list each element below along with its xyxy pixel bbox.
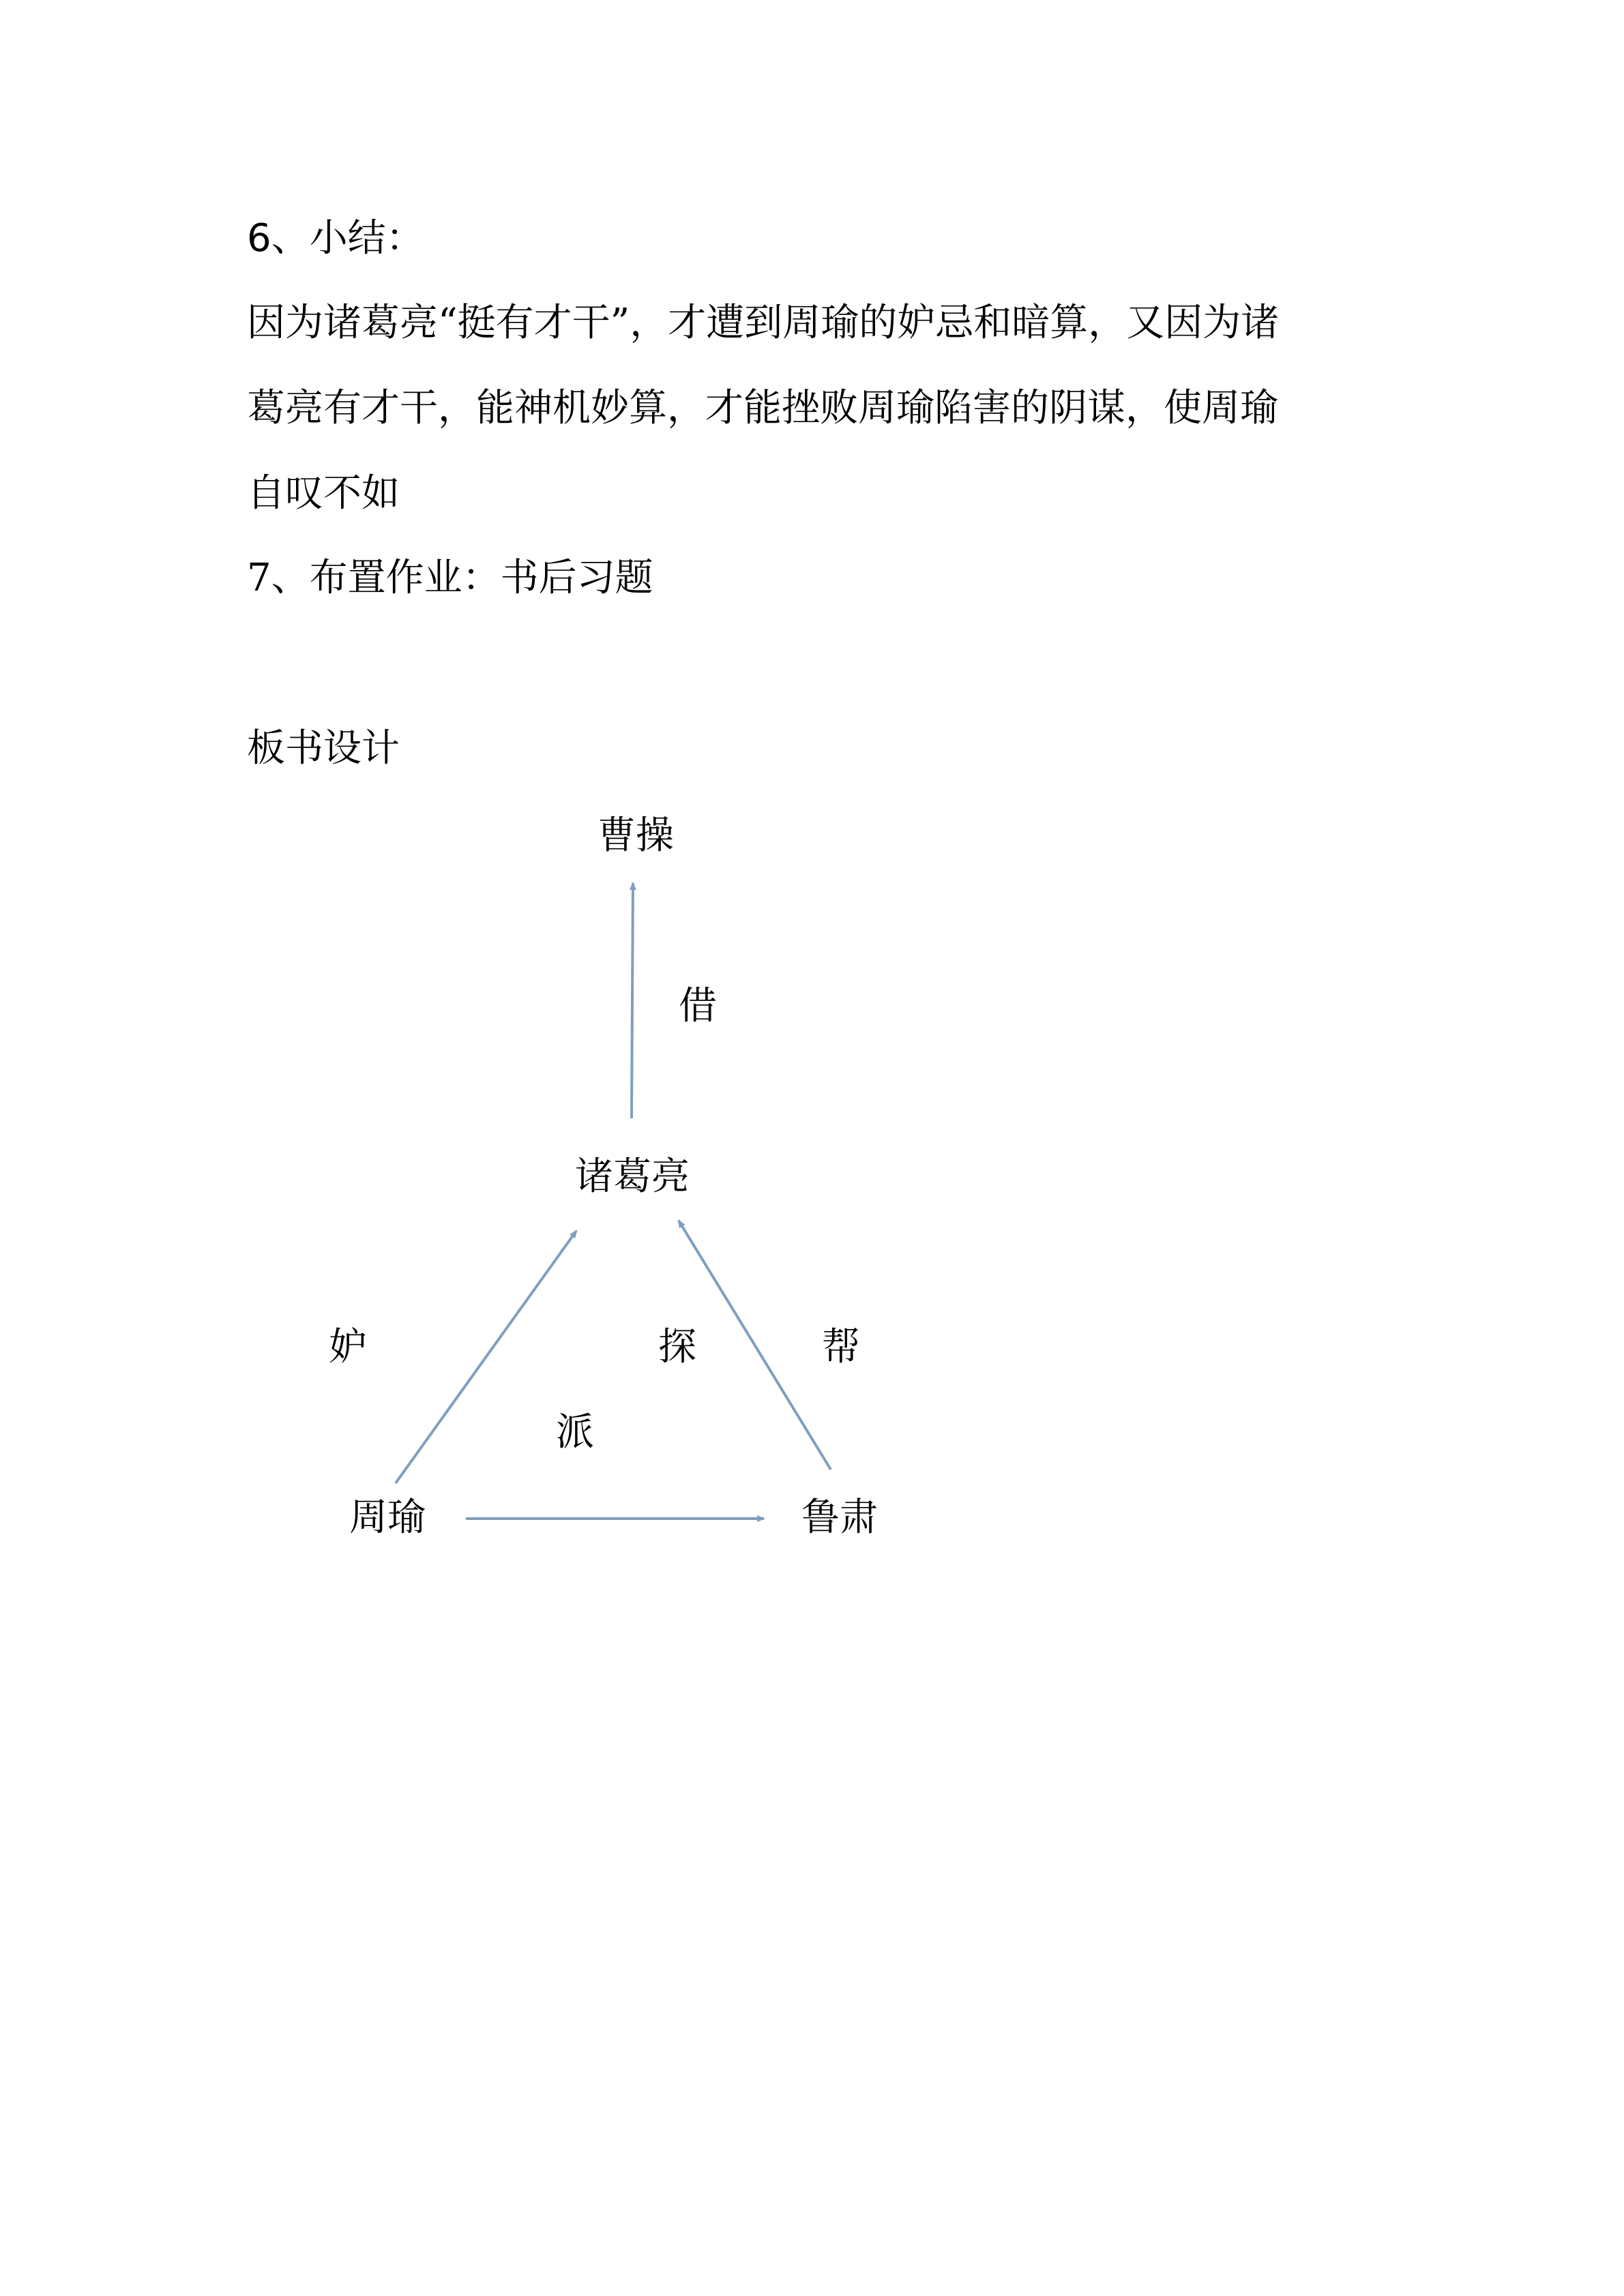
edge-label-jie: 借 — [679, 984, 717, 1028]
arrow-jie — [632, 883, 633, 1118]
summary-line-2: 葛亮有才干，能神机妙算，才能挫败周瑜陷害的阴谋，使周瑜 — [247, 386, 1278, 430]
homework-line: 7、布置作业：书后习题 — [247, 556, 653, 600]
edge-label-du: 妒 — [329, 1325, 367, 1369]
summary-line-1: 因为诸葛亮“挺有才干”，才遭到周瑜的妒忌和暗算，又因为诸 — [247, 301, 1280, 345]
summary-line-3: 自叹不如 — [247, 471, 400, 516]
summary-heading: 6、小结： — [247, 216, 424, 260]
arrow-bang — [679, 1221, 831, 1470]
edge-label-tan: 探 — [658, 1325, 696, 1369]
node-zhuge-liang: 诸葛亮 — [575, 1154, 690, 1199]
node-cao-cao: 曹操 — [597, 814, 674, 858]
edge-label-bang: 帮 — [822, 1325, 860, 1369]
node-lu-su: 鲁肃 — [801, 1495, 878, 1540]
edge-label-pai: 派 — [556, 1410, 594, 1455]
board-design-title: 板书设计 — [247, 726, 400, 771]
node-zhou-yu: 周瑜 — [349, 1495, 426, 1540]
arrow-du — [396, 1231, 576, 1483]
